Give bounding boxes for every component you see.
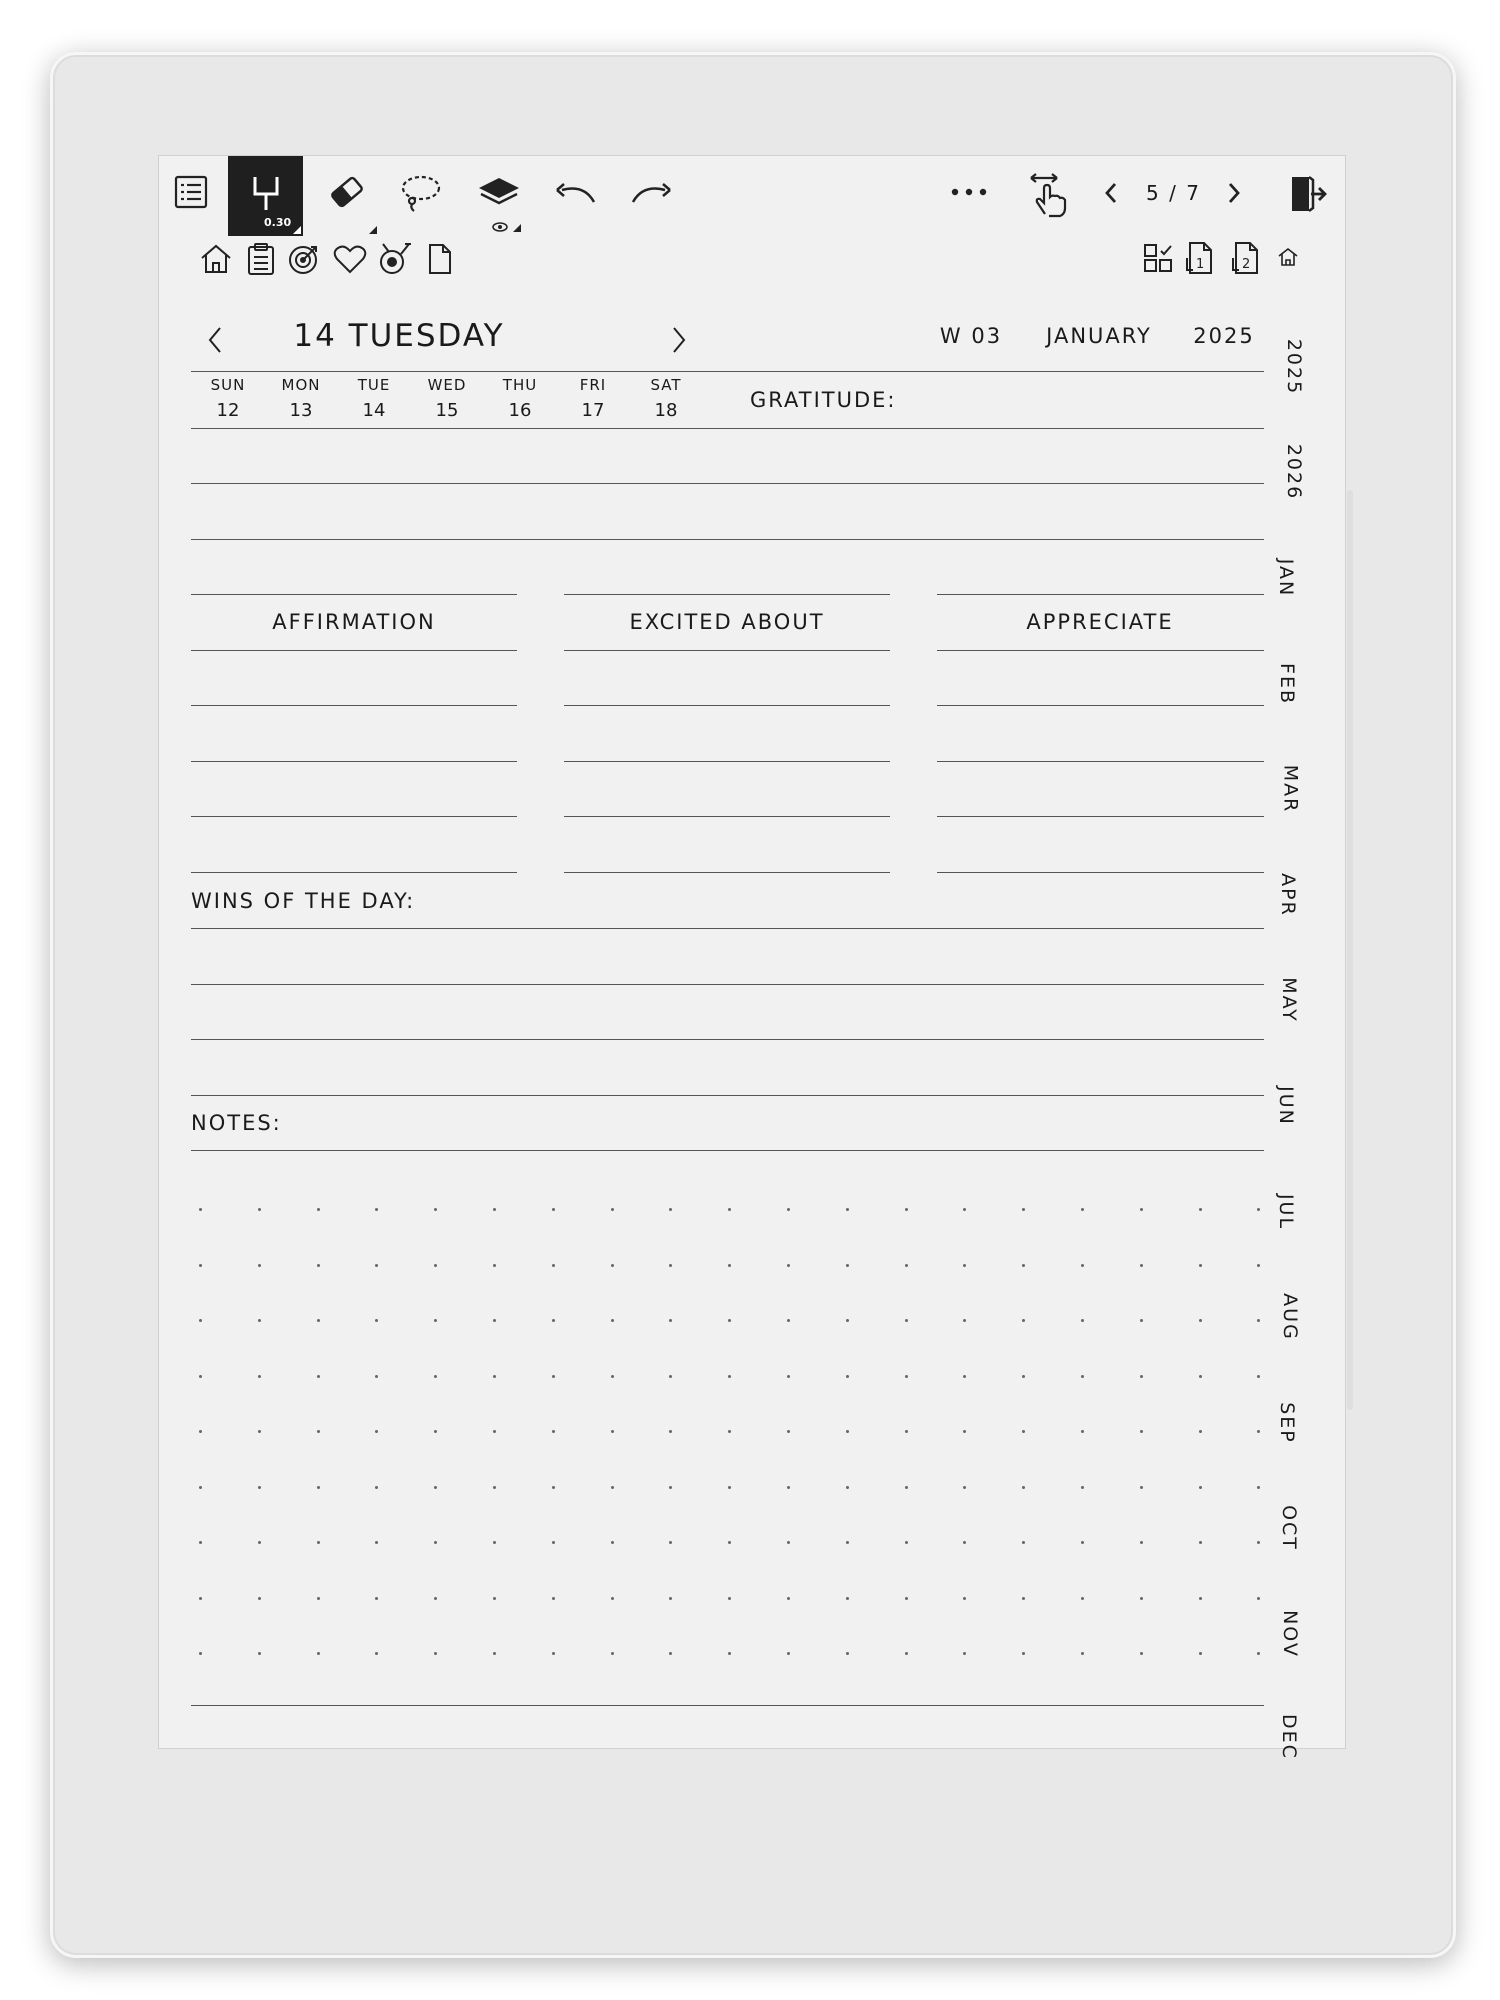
grid-dot (552, 1430, 555, 1433)
grid-dot (905, 1541, 908, 1544)
side-tab-jul[interactable] (1266, 1172, 1306, 1252)
day-number[interactable]: 15 (435, 400, 459, 421)
pen-size-label: 0.30 (264, 216, 292, 229)
side-tab-label: AUG (1278, 1293, 1301, 1341)
grid-dot (552, 1652, 555, 1655)
grid-dot (669, 1208, 672, 1211)
side-tab-may[interactable] (1266, 960, 1306, 1040)
grid-dot (258, 1375, 261, 1378)
grid-dot (963, 1597, 966, 1600)
grid-dot (1199, 1652, 1202, 1655)
grid-dot (963, 1264, 966, 1267)
grid-dot (434, 1541, 437, 1544)
grid-dot (1081, 1597, 1084, 1600)
grid-dot (317, 1486, 320, 1489)
grid-dot (434, 1208, 437, 1211)
grid-dot (728, 1597, 731, 1600)
grid-dot (611, 1430, 614, 1433)
grid-dot (1199, 1486, 1202, 1489)
grid-dot (1022, 1375, 1025, 1378)
appreciate-label: APPRECIATE (1026, 610, 1174, 634)
grid-dot (258, 1319, 261, 1322)
grid-dot (669, 1430, 672, 1433)
grid-dot (787, 1319, 790, 1322)
side-tab-sep[interactable] (1266, 1383, 1306, 1463)
grid-dot (1257, 1264, 1260, 1267)
grid-dot (1257, 1486, 1260, 1489)
grid-dot (728, 1375, 731, 1378)
grid-dot (846, 1541, 849, 1544)
side-tab-apr[interactable] (1266, 855, 1306, 935)
grid-dot (1199, 1375, 1202, 1378)
grid-dot (846, 1375, 849, 1378)
grid-dot (258, 1652, 261, 1655)
grid-dot (787, 1541, 790, 1544)
grid-dot (905, 1208, 908, 1211)
grid-dot (1257, 1597, 1260, 1600)
grid-dot (1199, 1597, 1202, 1600)
grid-dot (317, 1541, 320, 1544)
year-link[interactable]: 2025 (1193, 324, 1255, 348)
grid-dot (611, 1486, 614, 1489)
day-number[interactable]: 14 (362, 400, 386, 421)
grid-dot (787, 1264, 790, 1267)
grid-dot (669, 1652, 672, 1655)
side-tab-2026[interactable] (1266, 432, 1306, 512)
grid-dot (963, 1430, 966, 1433)
side-tab-label: JUL (1274, 1193, 1297, 1231)
grid-dot (317, 1319, 320, 1322)
grid-dot (434, 1430, 437, 1433)
grid-dot (1022, 1597, 1025, 1600)
side-tab-label: 2026 (1283, 443, 1306, 501)
grid-dot (669, 1375, 672, 1378)
grid-dot (375, 1208, 378, 1211)
grid-dot (317, 1264, 320, 1267)
day-name: MON (281, 376, 321, 394)
grid-dot (493, 1319, 496, 1322)
grid-dot (669, 1264, 672, 1267)
grid-dot (1140, 1319, 1143, 1322)
day-title: 14 TUESDAY (293, 318, 505, 354)
side-tab-label: JAN (1274, 558, 1297, 598)
grid-dot (1081, 1430, 1084, 1433)
grid-dot (552, 1597, 555, 1600)
grid-dot (1081, 1375, 1084, 1378)
grid-dot (669, 1541, 672, 1544)
day-number[interactable]: 13 (289, 400, 313, 421)
grid-dot (258, 1264, 261, 1267)
page-indicator[interactable]: 5 / 7 (1146, 181, 1201, 205)
grid-dot (434, 1264, 437, 1267)
grid-dot (905, 1264, 908, 1267)
grid-dot (963, 1652, 966, 1655)
grid-dot (199, 1430, 202, 1433)
grid-dot (434, 1319, 437, 1322)
grid-dot (728, 1486, 731, 1489)
side-tab-label: APR (1276, 873, 1299, 917)
grid-dot (1081, 1652, 1084, 1655)
planner-screen (158, 155, 1346, 1760)
grid-dot (787, 1430, 790, 1433)
day-name: SAT (650, 376, 682, 394)
grid-dot (258, 1430, 261, 1433)
grid-dot (1140, 1597, 1143, 1600)
grid-dot (787, 1208, 790, 1211)
notes-dot-grid (159, 156, 1345, 1748)
grid-dot (434, 1652, 437, 1655)
grid-dot (552, 1319, 555, 1322)
grid-dot (1140, 1375, 1143, 1378)
grid-dot (1022, 1541, 1025, 1544)
side-tab-label: JUN (1274, 1086, 1297, 1126)
grid-dot (846, 1319, 849, 1322)
svg-text:2: 2 (1242, 257, 1251, 272)
grid-dot (611, 1597, 614, 1600)
grid-dot (1140, 1486, 1143, 1489)
grid-dot (375, 1430, 378, 1433)
grid-dot (905, 1486, 908, 1489)
grid-dot (669, 1319, 672, 1322)
grid-dot (199, 1375, 202, 1378)
grid-dot (493, 1652, 496, 1655)
grid-dot (905, 1597, 908, 1600)
grid-dot (963, 1208, 966, 1211)
day-number[interactable]: 18 (654, 400, 678, 421)
grid-dot (317, 1430, 320, 1433)
month-link[interactable]: JANUARY (1046, 324, 1152, 348)
grid-dot (375, 1319, 378, 1322)
grid-dot (493, 1486, 496, 1489)
device-side-slot (1347, 490, 1353, 1410)
side-tab-label: SEP (1275, 1402, 1298, 1444)
grid-dot (1140, 1541, 1143, 1544)
grid-dot (611, 1541, 614, 1544)
grid-dot (846, 1264, 849, 1267)
notes-label: NOTES: (191, 1111, 282, 1135)
grid-dot (1022, 1319, 1025, 1322)
grid-dot (1199, 1264, 1202, 1267)
grid-dot (1140, 1264, 1143, 1267)
side-tab-jun[interactable] (1266, 1066, 1306, 1146)
grid-dot (846, 1652, 849, 1655)
grid-dot (375, 1541, 378, 1544)
grid-dot (787, 1375, 790, 1378)
affirmation-label: AFFIRMATION (272, 610, 436, 634)
grid-dot (199, 1264, 202, 1267)
side-tab-label: 2025 (1283, 338, 1306, 396)
grid-dot (317, 1652, 320, 1655)
grid-dot (317, 1375, 320, 1378)
grid-dot (846, 1486, 849, 1489)
grid-dot (728, 1430, 731, 1433)
grid-dot (434, 1486, 437, 1489)
grid-dot (787, 1652, 790, 1655)
grid-dot (493, 1541, 496, 1544)
grid-dot (1022, 1486, 1025, 1489)
wins-of-the-day-label: WINS OF THE DAY: (191, 889, 416, 913)
day-name: WED (427, 376, 467, 394)
grid-dot (669, 1597, 672, 1600)
grid-dot (728, 1208, 731, 1211)
side-tab-feb[interactable] (1266, 644, 1306, 724)
grid-dot (1199, 1208, 1202, 1211)
grid-dot (258, 1486, 261, 1489)
grid-dot (1199, 1319, 1202, 1322)
grid-dot (905, 1652, 908, 1655)
grid-dot (1257, 1375, 1260, 1378)
grid-dot (552, 1264, 555, 1267)
grid-dot (846, 1597, 849, 1600)
grid-dot (1199, 1430, 1202, 1433)
side-tab-label: MAY (1277, 977, 1300, 1023)
day-name: THU (502, 376, 538, 394)
grid-dot (728, 1652, 731, 1655)
grid-dot (1081, 1319, 1084, 1322)
grid-dot (611, 1208, 614, 1211)
grid-dot (199, 1486, 202, 1489)
grid-dot (1081, 1264, 1084, 1267)
grid-dot (317, 1208, 320, 1211)
grid-dot (552, 1486, 555, 1489)
grid-dot (493, 1208, 496, 1211)
grid-dot (611, 1375, 614, 1378)
grid-dot (963, 1486, 966, 1489)
grid-dot (787, 1597, 790, 1600)
side-tab-label: NOV (1278, 1610, 1301, 1658)
grid-dot (846, 1430, 849, 1433)
grid-dot (963, 1541, 966, 1544)
excited-about-label: EXCITED ABOUT (629, 610, 825, 634)
day-name: TUE (357, 376, 391, 394)
grid-dot (1081, 1486, 1084, 1489)
grid-dot (317, 1597, 320, 1600)
grid-dot (728, 1319, 731, 1322)
grid-dot (375, 1486, 378, 1489)
grid-dot (1081, 1541, 1084, 1544)
side-tab-label: OCT (1277, 1505, 1300, 1551)
grid-dot (199, 1597, 202, 1600)
side-tab-label: DEC (1277, 1714, 1300, 1760)
grid-dot (611, 1319, 614, 1322)
side-tab-jan[interactable] (1266, 538, 1306, 618)
grid-dot (905, 1319, 908, 1322)
grid-dot (258, 1208, 261, 1211)
grid-dot (552, 1375, 555, 1378)
notes-bottom-line (191, 1705, 1264, 1706)
grid-dot (728, 1264, 731, 1267)
grid-dot (199, 1319, 202, 1322)
side-tab-label: FEB (1275, 663, 1298, 705)
day-number[interactable]: 16 (508, 400, 532, 421)
grid-dot (1022, 1264, 1025, 1267)
grid-dot (552, 1541, 555, 1544)
grid-dot (199, 1541, 202, 1544)
grid-dot (258, 1597, 261, 1600)
grid-dot (375, 1264, 378, 1267)
grid-dot (787, 1486, 790, 1489)
gratitude-label: GRATITUDE: (750, 388, 897, 412)
grid-dot (1140, 1652, 1143, 1655)
side-tab-mar[interactable] (1266, 749, 1306, 829)
day-number[interactable]: 12 (216, 400, 240, 421)
grid-dot (846, 1208, 849, 1211)
grid-dot (1140, 1430, 1143, 1433)
grid-dot (199, 1208, 202, 1211)
grid-dot (963, 1375, 966, 1378)
grid-dot (1140, 1208, 1143, 1211)
grid-dot (493, 1264, 496, 1267)
grid-dot (493, 1375, 496, 1378)
grid-dot (669, 1486, 672, 1489)
grid-dot (434, 1375, 437, 1378)
grid-dot (611, 1652, 614, 1655)
grid-dot (611, 1264, 614, 1267)
grid-dot (905, 1375, 908, 1378)
grid-dot (375, 1652, 378, 1655)
grid-dot (375, 1597, 378, 1600)
side-tab-oct[interactable] (1266, 1488, 1306, 1568)
grid-dot (493, 1597, 496, 1600)
grid-dot (1081, 1208, 1084, 1211)
grid-dot (493, 1430, 496, 1433)
day-number[interactable]: 17 (581, 400, 605, 421)
grid-dot (199, 1652, 202, 1655)
side-tab-aug[interactable] (1266, 1277, 1306, 1357)
grid-dot (258, 1541, 261, 1544)
grid-dot (1022, 1208, 1025, 1211)
svg-text:1: 1 (1196, 257, 1205, 272)
side-tab-nov[interactable] (1266, 1594, 1306, 1674)
grid-dot (728, 1541, 731, 1544)
side-tab-label: MAR (1279, 764, 1302, 814)
grid-dot (1022, 1652, 1025, 1655)
grid-dot (963, 1319, 966, 1322)
grid-dot (552, 1208, 555, 1211)
grid-dot (905, 1430, 908, 1433)
grid-dot (1199, 1541, 1202, 1544)
side-tab-2025[interactable] (1266, 327, 1306, 407)
grid-dot (1022, 1430, 1025, 1433)
day-name: FRI (579, 376, 607, 394)
week-link[interactable]: W 03 (939, 324, 1003, 348)
grid-dot (375, 1375, 378, 1378)
day-name: SUN (210, 376, 246, 394)
side-tab-dec[interactable] (1266, 1697, 1306, 1777)
grid-dot (434, 1597, 437, 1600)
